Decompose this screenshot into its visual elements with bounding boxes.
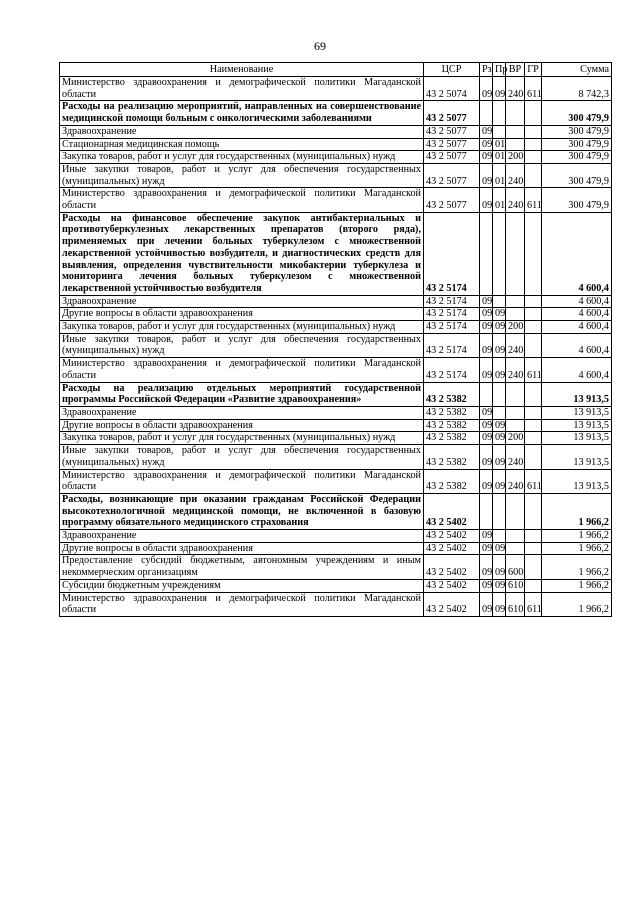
row-rz-code: 09: [480, 542, 493, 555]
row-name: Другие вопросы в области здравоохранения: [60, 308, 424, 321]
row-vr-code: [506, 308, 525, 321]
row-rz-code: 09: [480, 445, 493, 469]
row-vr-code: 200: [506, 151, 525, 164]
row-sum: 300 479,9: [542, 163, 612, 187]
row-rz-code: 09: [480, 419, 493, 432]
table-body: [60, 77, 612, 617]
row-pr-code: 09: [493, 419, 506, 432]
row-csr-code: 43 2 5174: [424, 358, 480, 382]
header-sum: Сумма: [542, 63, 612, 77]
row-sum: 300 479,9: [542, 151, 612, 164]
row-csr-code: 43 2 5174: [424, 321, 480, 334]
row-csr-code: 43 2 5402: [424, 579, 480, 592]
row-sum: 13 913,5: [542, 445, 612, 469]
row-vr-code: [506, 125, 525, 138]
row-vr-code: [506, 138, 525, 151]
row-vr-code: [506, 419, 525, 432]
header-vr: ВР: [506, 63, 525, 77]
row-pr-code: 09: [493, 445, 506, 469]
header-csr: ЦСР: [424, 63, 480, 77]
row-sum: 13 913,5: [542, 382, 612, 406]
row-sum: 300 479,9: [542, 138, 612, 151]
row-gr-code: [525, 542, 542, 555]
row-name: Министерство здравоохранения и демографической политики Магаданской области: [60, 469, 424, 493]
row-pr-code: 09: [493, 592, 506, 616]
row-rz-code: 09: [480, 138, 493, 151]
row-pr-code: 01: [493, 163, 506, 187]
row-gr-code: [525, 295, 542, 308]
row-pr-code: [493, 406, 506, 419]
row-name: Иные закупки товаров, работ и услуг для обеспечения государственных (муниципальных) нужд: [60, 333, 424, 357]
row-name: Расходы на реализацию мероприятий, направленных на совершенствование медицинской помощи больным с онкологическими заболеваниями: [60, 101, 424, 125]
table-row: [60, 493, 612, 529]
row-rz-code: [480, 101, 493, 125]
row-name: Министерство здравоохранения и демографической политики Магаданской области: [60, 358, 424, 382]
row-pr-code: 09: [493, 77, 506, 101]
row-name: Министерство здравоохранения и демографической политики Магаданской области: [60, 592, 424, 616]
row-pr-code: 09: [493, 432, 506, 445]
row-csr-code: 43 2 5077: [424, 101, 480, 125]
row-csr-code: 43 2 5402: [424, 542, 480, 555]
row-gr-code: [525, 432, 542, 445]
row-gr-code: [525, 382, 542, 406]
row-csr-code: 43 2 5382: [424, 445, 480, 469]
row-name: Иные закупки товаров, работ и услуг для обеспечения государственных (муниципальных) нужд: [60, 163, 424, 187]
row-pr-code: [493, 295, 506, 308]
row-sum: 13 913,5: [542, 469, 612, 493]
row-sum: 300 479,9: [542, 125, 612, 138]
row-name: Субсидии бюджетным учреждениям: [60, 579, 424, 592]
row-gr-code: [525, 530, 542, 543]
row-name: Министерство здравоохранения и демографической политики Магаданской области: [60, 77, 424, 101]
table-row: [60, 77, 612, 101]
page-number: 69: [314, 39, 326, 53]
row-gr-code: [525, 151, 542, 164]
header-rz: Рз: [480, 63, 493, 77]
row-rz-code: [480, 493, 493, 529]
row-gr-code: [525, 493, 542, 529]
row-sum: 4 600,4: [542, 212, 612, 295]
row-gr-code: 611: [525, 469, 542, 493]
row-name: Другие вопросы в области здравоохранения: [60, 419, 424, 432]
table-row: [60, 358, 612, 382]
row-vr-code: 240: [506, 333, 525, 357]
row-gr-code: [525, 419, 542, 432]
row-name: Расходы на финансовое обеспечение закупок антибактериальных и противотуберкулезных лекарственных препаратов (второго ряда), применяемых при лечении больных туберкулезом с множественной лекарственной устойчивостью возбудителя, и диагностических средств для выявления, определения чувствительности микобактерии туберкулеза и мониторинга лечения больных туберкулезом с множественной лекарственной устойчивостью возбудителя: [60, 212, 424, 295]
row-pr-code: [493, 493, 506, 529]
row-sum: 300 479,9: [542, 188, 612, 212]
row-csr-code: 43 2 5077: [424, 138, 480, 151]
row-gr-code: 611: [525, 77, 542, 101]
table-row: [60, 151, 612, 164]
row-csr-code: 43 2 5382: [424, 406, 480, 419]
row-vr-code: 240: [506, 445, 525, 469]
table-row: [60, 530, 612, 543]
row-gr-code: 611: [525, 188, 542, 212]
row-pr-code: [493, 530, 506, 543]
row-vr-code: 600: [506, 555, 525, 579]
row-pr-code: [493, 212, 506, 295]
table-row: [60, 333, 612, 357]
row-sum: 4 600,4: [542, 321, 612, 334]
row-vr-code: 240: [506, 163, 525, 187]
row-name: Расходы на реализацию отдельных мероприятий государственной программы Российской Федерации «Развитие здравоохранения»: [60, 382, 424, 406]
row-gr-code: [525, 212, 542, 295]
row-rz-code: [480, 212, 493, 295]
row-gr-code: [525, 555, 542, 579]
row-name: Иные закупки товаров, работ и услуг для обеспечения государственных (муниципальных) нужд: [60, 445, 424, 469]
row-name: Расходы, возникающие при оказании гражданам Российской Федерации высокотехнологичной медицинской помощи, не включенной в базовую программу обязательного медицинского страхования: [60, 493, 424, 529]
row-csr-code: 43 2 5382: [424, 469, 480, 493]
row-name: Другие вопросы в области здравоохранения: [60, 542, 424, 555]
row-sum: 8 742,3: [542, 77, 612, 101]
header-pr: Пр: [493, 63, 506, 77]
row-csr-code: 43 2 5174: [424, 333, 480, 357]
row-gr-code: [525, 321, 542, 334]
row-rz-code: 09: [480, 163, 493, 187]
row-gr-code: [525, 333, 542, 357]
row-vr-code: 610: [506, 579, 525, 592]
table-row: [60, 542, 612, 555]
row-gr-code: [525, 308, 542, 321]
row-csr-code: 43 2 5174: [424, 295, 480, 308]
row-pr-code: [493, 382, 506, 406]
row-name: Закупка товаров, работ и услуг для государственных (муниципальных) нужд: [60, 151, 424, 164]
row-sum: 13 913,5: [542, 432, 612, 445]
row-gr-code: [525, 101, 542, 125]
row-rz-code: 09: [480, 308, 493, 321]
row-pr-code: [493, 125, 506, 138]
row-csr-code: 43 2 5077: [424, 151, 480, 164]
table-row: [60, 125, 612, 138]
row-vr-code: [506, 212, 525, 295]
row-rz-code: 09: [480, 469, 493, 493]
row-csr-code: 43 2 5174: [424, 308, 480, 321]
row-vr-code: 610: [506, 592, 525, 616]
row-sum: 300 479,9: [542, 101, 612, 125]
row-name: Здравоохранение: [60, 406, 424, 419]
row-rz-code: 09: [480, 530, 493, 543]
row-csr-code: 43 2 5382: [424, 382, 480, 406]
row-rz-code: 09: [480, 188, 493, 212]
row-pr-code: 01: [493, 151, 506, 164]
row-rz-code: 09: [480, 592, 493, 616]
table-row: [60, 321, 612, 334]
header-name: Наименование: [60, 63, 424, 77]
row-pr-code: 09: [493, 469, 506, 493]
row-vr-code: [506, 542, 525, 555]
row-sum: 4 600,4: [542, 358, 612, 382]
row-vr-code: [506, 382, 525, 406]
row-gr-code: [525, 579, 542, 592]
row-pr-code: 09: [493, 358, 506, 382]
header-gr: ГР: [525, 63, 542, 77]
row-vr-code: 240: [506, 358, 525, 382]
row-name: Здравоохранение: [60, 295, 424, 308]
row-sum: 4 600,4: [542, 308, 612, 321]
table-row: [60, 406, 612, 419]
row-gr-code: [525, 163, 542, 187]
row-name: Закупка товаров, работ и услуг для государственных (муниципальных) нужд: [60, 432, 424, 445]
row-sum: 4 600,4: [542, 333, 612, 357]
row-rz-code: 09: [480, 432, 493, 445]
row-vr-code: [506, 101, 525, 125]
row-pr-code: 09: [493, 542, 506, 555]
row-rz-code: [480, 382, 493, 406]
row-csr-code: 43 2 5402: [424, 493, 480, 529]
row-name: Здравоохранение: [60, 125, 424, 138]
row-name: Предоставление субсидий бюджетным, автономным учреждениям и иным некоммерческим организациям: [60, 555, 424, 579]
row-sum: 1 966,2: [542, 530, 612, 543]
row-sum: 13 913,5: [542, 419, 612, 432]
row-sum: 13 913,5: [542, 406, 612, 419]
table-row: [60, 382, 612, 406]
table-row: [60, 138, 612, 151]
row-vr-code: 200: [506, 321, 525, 334]
row-csr-code: 43 2 5077: [424, 163, 480, 187]
row-csr-code: 43 2 5382: [424, 419, 480, 432]
row-rz-code: 09: [480, 321, 493, 334]
row-csr-code: 43 2 5074: [424, 77, 480, 101]
row-gr-code: [525, 445, 542, 469]
row-csr-code: 43 2 5402: [424, 530, 480, 543]
table-row: [60, 295, 612, 308]
table-row: [60, 419, 612, 432]
row-vr-code: 200: [506, 432, 525, 445]
row-csr-code: 43 2 5402: [424, 592, 480, 616]
row-rz-code: 09: [480, 151, 493, 164]
row-sum: 1 966,2: [542, 493, 612, 529]
table-row: [60, 188, 612, 212]
row-vr-code: 240: [506, 77, 525, 101]
row-rz-code: 09: [480, 406, 493, 419]
table-row: [60, 163, 612, 187]
table-row: [60, 308, 612, 321]
row-pr-code: 09: [493, 579, 506, 592]
row-name: Стационарная медицинская помощь: [60, 138, 424, 151]
row-vr-code: 240: [506, 469, 525, 493]
row-rz-code: 09: [480, 555, 493, 579]
row-sum: 1 966,2: [542, 592, 612, 616]
table-row: [60, 432, 612, 445]
row-csr-code: 43 2 5174: [424, 212, 480, 295]
row-vr-code: [506, 295, 525, 308]
table-row: [60, 212, 612, 295]
row-rz-code: 09: [480, 358, 493, 382]
table-row: [60, 469, 612, 493]
table-row: [60, 445, 612, 469]
budget-table: [59, 62, 612, 617]
row-vr-code: [506, 406, 525, 419]
row-gr-code: [525, 406, 542, 419]
row-rz-code: 09: [480, 125, 493, 138]
row-pr-code: 09: [493, 333, 506, 357]
row-vr-code: 240: [506, 188, 525, 212]
row-name: Министерство здравоохранения и демографической политики Магаданской области: [60, 188, 424, 212]
row-sum: 1 966,2: [542, 579, 612, 592]
row-name: Закупка товаров, работ и услуг для государственных (муниципальных) нужд: [60, 321, 424, 334]
row-rz-code: 09: [480, 77, 493, 101]
row-gr-code: [525, 138, 542, 151]
row-sum: 4 600,4: [542, 295, 612, 308]
row-gr-code: 611: [525, 592, 542, 616]
row-name: Здравоохранение: [60, 530, 424, 543]
table-row: [60, 101, 612, 125]
row-vr-code: [506, 493, 525, 529]
row-sum: 1 966,2: [542, 555, 612, 579]
row-rz-code: 09: [480, 295, 493, 308]
row-pr-code: 01: [493, 188, 506, 212]
row-gr-code: 611: [525, 358, 542, 382]
row-csr-code: 43 2 5077: [424, 125, 480, 138]
row-pr-code: 01: [493, 138, 506, 151]
row-pr-code: [493, 101, 506, 125]
table-header-row: [60, 63, 612, 77]
row-pr-code: 09: [493, 555, 506, 579]
row-rz-code: 09: [480, 579, 493, 592]
table-row: [60, 579, 612, 592]
row-sum: 1 966,2: [542, 542, 612, 555]
row-pr-code: 09: [493, 308, 506, 321]
row-gr-code: [525, 125, 542, 138]
row-csr-code: 43 2 5402: [424, 555, 480, 579]
row-rz-code: 09: [480, 333, 493, 357]
row-csr-code: 43 2 5382: [424, 432, 480, 445]
row-pr-code: 09: [493, 321, 506, 334]
row-csr-code: 43 2 5077: [424, 188, 480, 212]
row-vr-code: [506, 530, 525, 543]
table-row: [60, 555, 612, 579]
table-row: [60, 592, 612, 616]
